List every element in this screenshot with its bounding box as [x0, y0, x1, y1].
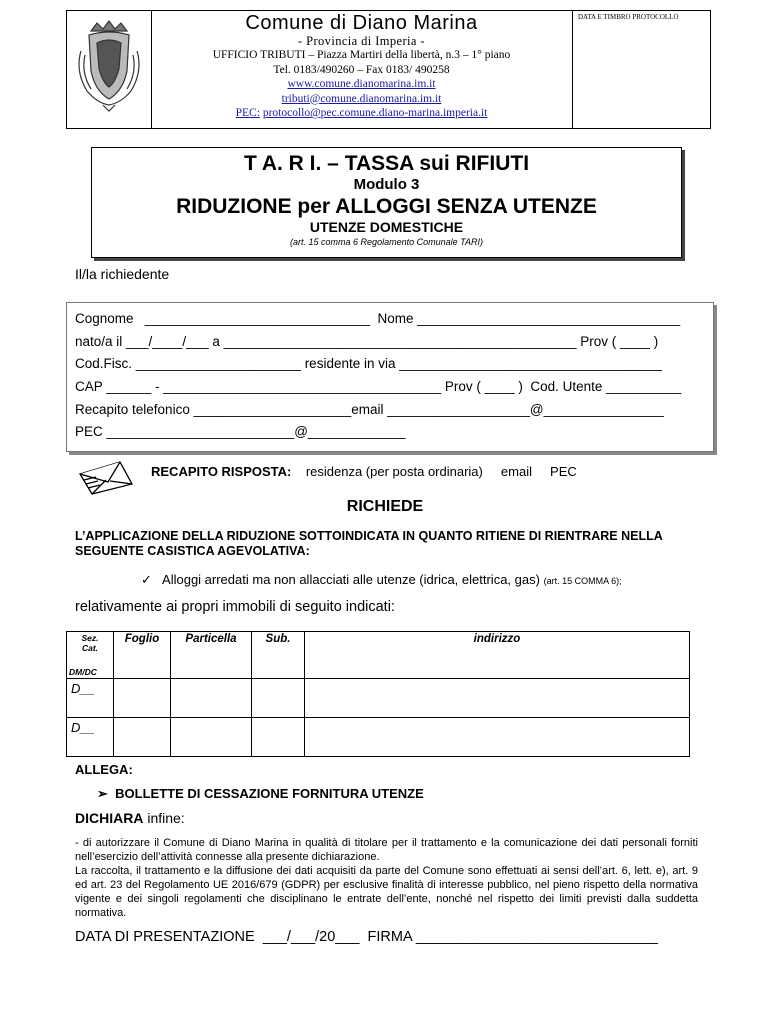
- provincia-line: - Provincia di Imperia -: [298, 34, 425, 48]
- cognome-nome-row[interactable]: Cognome ______________________________ Nome ___________________________________: [75, 311, 681, 326]
- recapito-options[interactable]: residenza (per posta ordinaria) email PEC: [291, 464, 577, 479]
- sub-cell[interactable]: [252, 679, 305, 718]
- applicant-fields-box: [66, 302, 714, 452]
- check-icon: ✓: [141, 572, 152, 587]
- codfisc-residenza-row[interactable]: Cod.Fisc. ______________________ residente in via ___________________________________: [75, 356, 663, 371]
- foglio-cell[interactable]: [114, 679, 171, 718]
- protocol-stamp-box: [572, 11, 710, 128]
- letterhead-text: [151, 11, 573, 128]
- recapito-risposta: [151, 464, 577, 479]
- email-link[interactable]: tributi@comune.dianomarina.im.it: [281, 92, 442, 105]
- sez-cat-header: [67, 632, 114, 679]
- privacy-paragraph-2: La raccolta, il trattamento e la diffusione dei dati acquisiti da parte del Comune sono effettuati ai sensi dell’art. 6, lett. e), art. 9 ed art. 23 del Regolamento UE 2016/679 (GDPR) per esclusive finalità di interesse pubblico, nel pieno rispetto della normativa vigente e dei singoli regolamenti che disciplinano le entrate dell’ente, nonché nel rispetto dei limiti previsti dalla suddetta normativa.: [75, 865, 698, 919]
- arrow-bullet-icon: ➢: [97, 786, 108, 801]
- protocol-label: DATA E TIMBRO PROTOCOLLO: [578, 13, 679, 21]
- website-link[interactable]: www.comune.dianomarina.im.it: [287, 78, 436, 90]
- indirizzo-cell[interactable]: [305, 718, 690, 757]
- category-label: UTENZE DOMESTICHE: [309, 219, 464, 235]
- form-subtitle: RIDUZIONE per ALLOGGI SENZA UTENZE: [176, 195, 597, 218]
- pec-row[interactable]: PEC _________________________@_____________: [75, 424, 406, 439]
- riduzione-ref: (art. 15 COMMA 6);: [543, 576, 622, 586]
- comune-title: Comune di Diano Marina: [245, 12, 478, 34]
- richiede-heading: RICHIEDE: [346, 498, 424, 515]
- nascita-row[interactable]: nato/a il ___/____/___ a _______________________________________________ Prov ( ____ ): [75, 334, 659, 349]
- cap-prov-row[interactable]: CAP ______ - _____________________________________ Prov ( ____ ) Cod. Utente __________: [75, 379, 682, 394]
- sez-cell[interactable]: D__: [67, 679, 114, 718]
- allega-heading: ALLEGA:: [75, 762, 133, 777]
- particella-cell[interactable]: [171, 718, 252, 757]
- dm-dc-label: DM/DC: [69, 667, 97, 677]
- pec-link[interactable]: protocollo@pec.comune.diano-marina.imperia.it: [262, 107, 488, 119]
- pec-label: PEC:: [235, 107, 260, 119]
- table-row[interactable]: [67, 718, 690, 757]
- riduzione-label: Alloggi arredati ma non allacciati alle utenze (idrica, elettrica, gas): [162, 572, 540, 587]
- riduzione-option[interactable]: [141, 572, 622, 588]
- coat-of-arms-icon: [67, 11, 151, 128]
- indirizzo-header: indirizzo: [305, 632, 690, 679]
- sez-cell[interactable]: D__: [67, 718, 114, 757]
- sub-cell[interactable]: [252, 718, 305, 757]
- logo-cell: [67, 11, 152, 128]
- richiedente-label: Il/la richiedente: [75, 266, 170, 282]
- foglio-header: Foglio: [114, 632, 171, 679]
- sez-cat-label: Sez. Cat.: [81, 633, 99, 653]
- foglio-cell[interactable]: [114, 718, 171, 757]
- indirizzo-cell[interactable]: [305, 679, 690, 718]
- table-header-row: [67, 632, 690, 679]
- form-title: T A. R I. – TASSA sui RIFIUTI: [243, 152, 530, 175]
- immobili-table: [66, 631, 690, 757]
- dichiara-heading: [75, 810, 185, 826]
- data-firma-line[interactable]: DATA DI PRESENTAZIONE ___/___/20___ FIRMA ______________________________: [75, 929, 658, 945]
- envelope-icon: [76, 460, 136, 496]
- bollette-item: [97, 786, 424, 802]
- recapito-label: RECAPITO RISPOSTA:: [151, 464, 292, 479]
- regulation-reference: (art. 15 comma 6 Regolamento Comunale TARI): [290, 237, 483, 247]
- dichiara-rest: infine:: [143, 810, 185, 826]
- privacy-declaration: [75, 836, 698, 920]
- dichiara-bold: DICHIARA: [75, 810, 144, 826]
- tel-line: Tel. 0183/490260 – Fax 0183/ 490258: [273, 63, 450, 76]
- ufficio-line: UFFICIO TRIBUTI – Piazza Martiri della libertà, n.3 – 1° piano: [212, 49, 511, 61]
- immobili-intro: relativamente ai propri immobili di seguito indicati:: [75, 599, 395, 615]
- sub-header: Sub.: [252, 632, 305, 679]
- title-box: [91, 147, 682, 258]
- module-label: Modulo 3: [353, 176, 420, 193]
- bollette-label: BOLLETTE DI CESSAZIONE FORNITURA UTENZE: [115, 786, 424, 801]
- particella-cell[interactable]: [171, 679, 252, 718]
- recapito-email-row[interactable]: Recapito telefonico _____________________email ___________________@________________: [75, 402, 664, 417]
- particella-header: Particella: [171, 632, 252, 679]
- letterhead: [66, 10, 711, 129]
- privacy-paragraph-1: - di autorizzare il Comune di Diano Marina in qualità di titolare per il trattamento e la comunicazione dei dati personali forniti nell’esercizio dell’attività connesse alla presente dichiarazione.: [75, 837, 698, 863]
- table-row[interactable]: [67, 679, 690, 718]
- applicazione-text: L’APPLICAZIONE DELLA RIDUZIONE SOTTOINDICATA IN QUANTO RITIENE DI RIENTRARE NELLA SEGUENTE CASISTICA AGEVOLATIVA:: [75, 529, 663, 558]
